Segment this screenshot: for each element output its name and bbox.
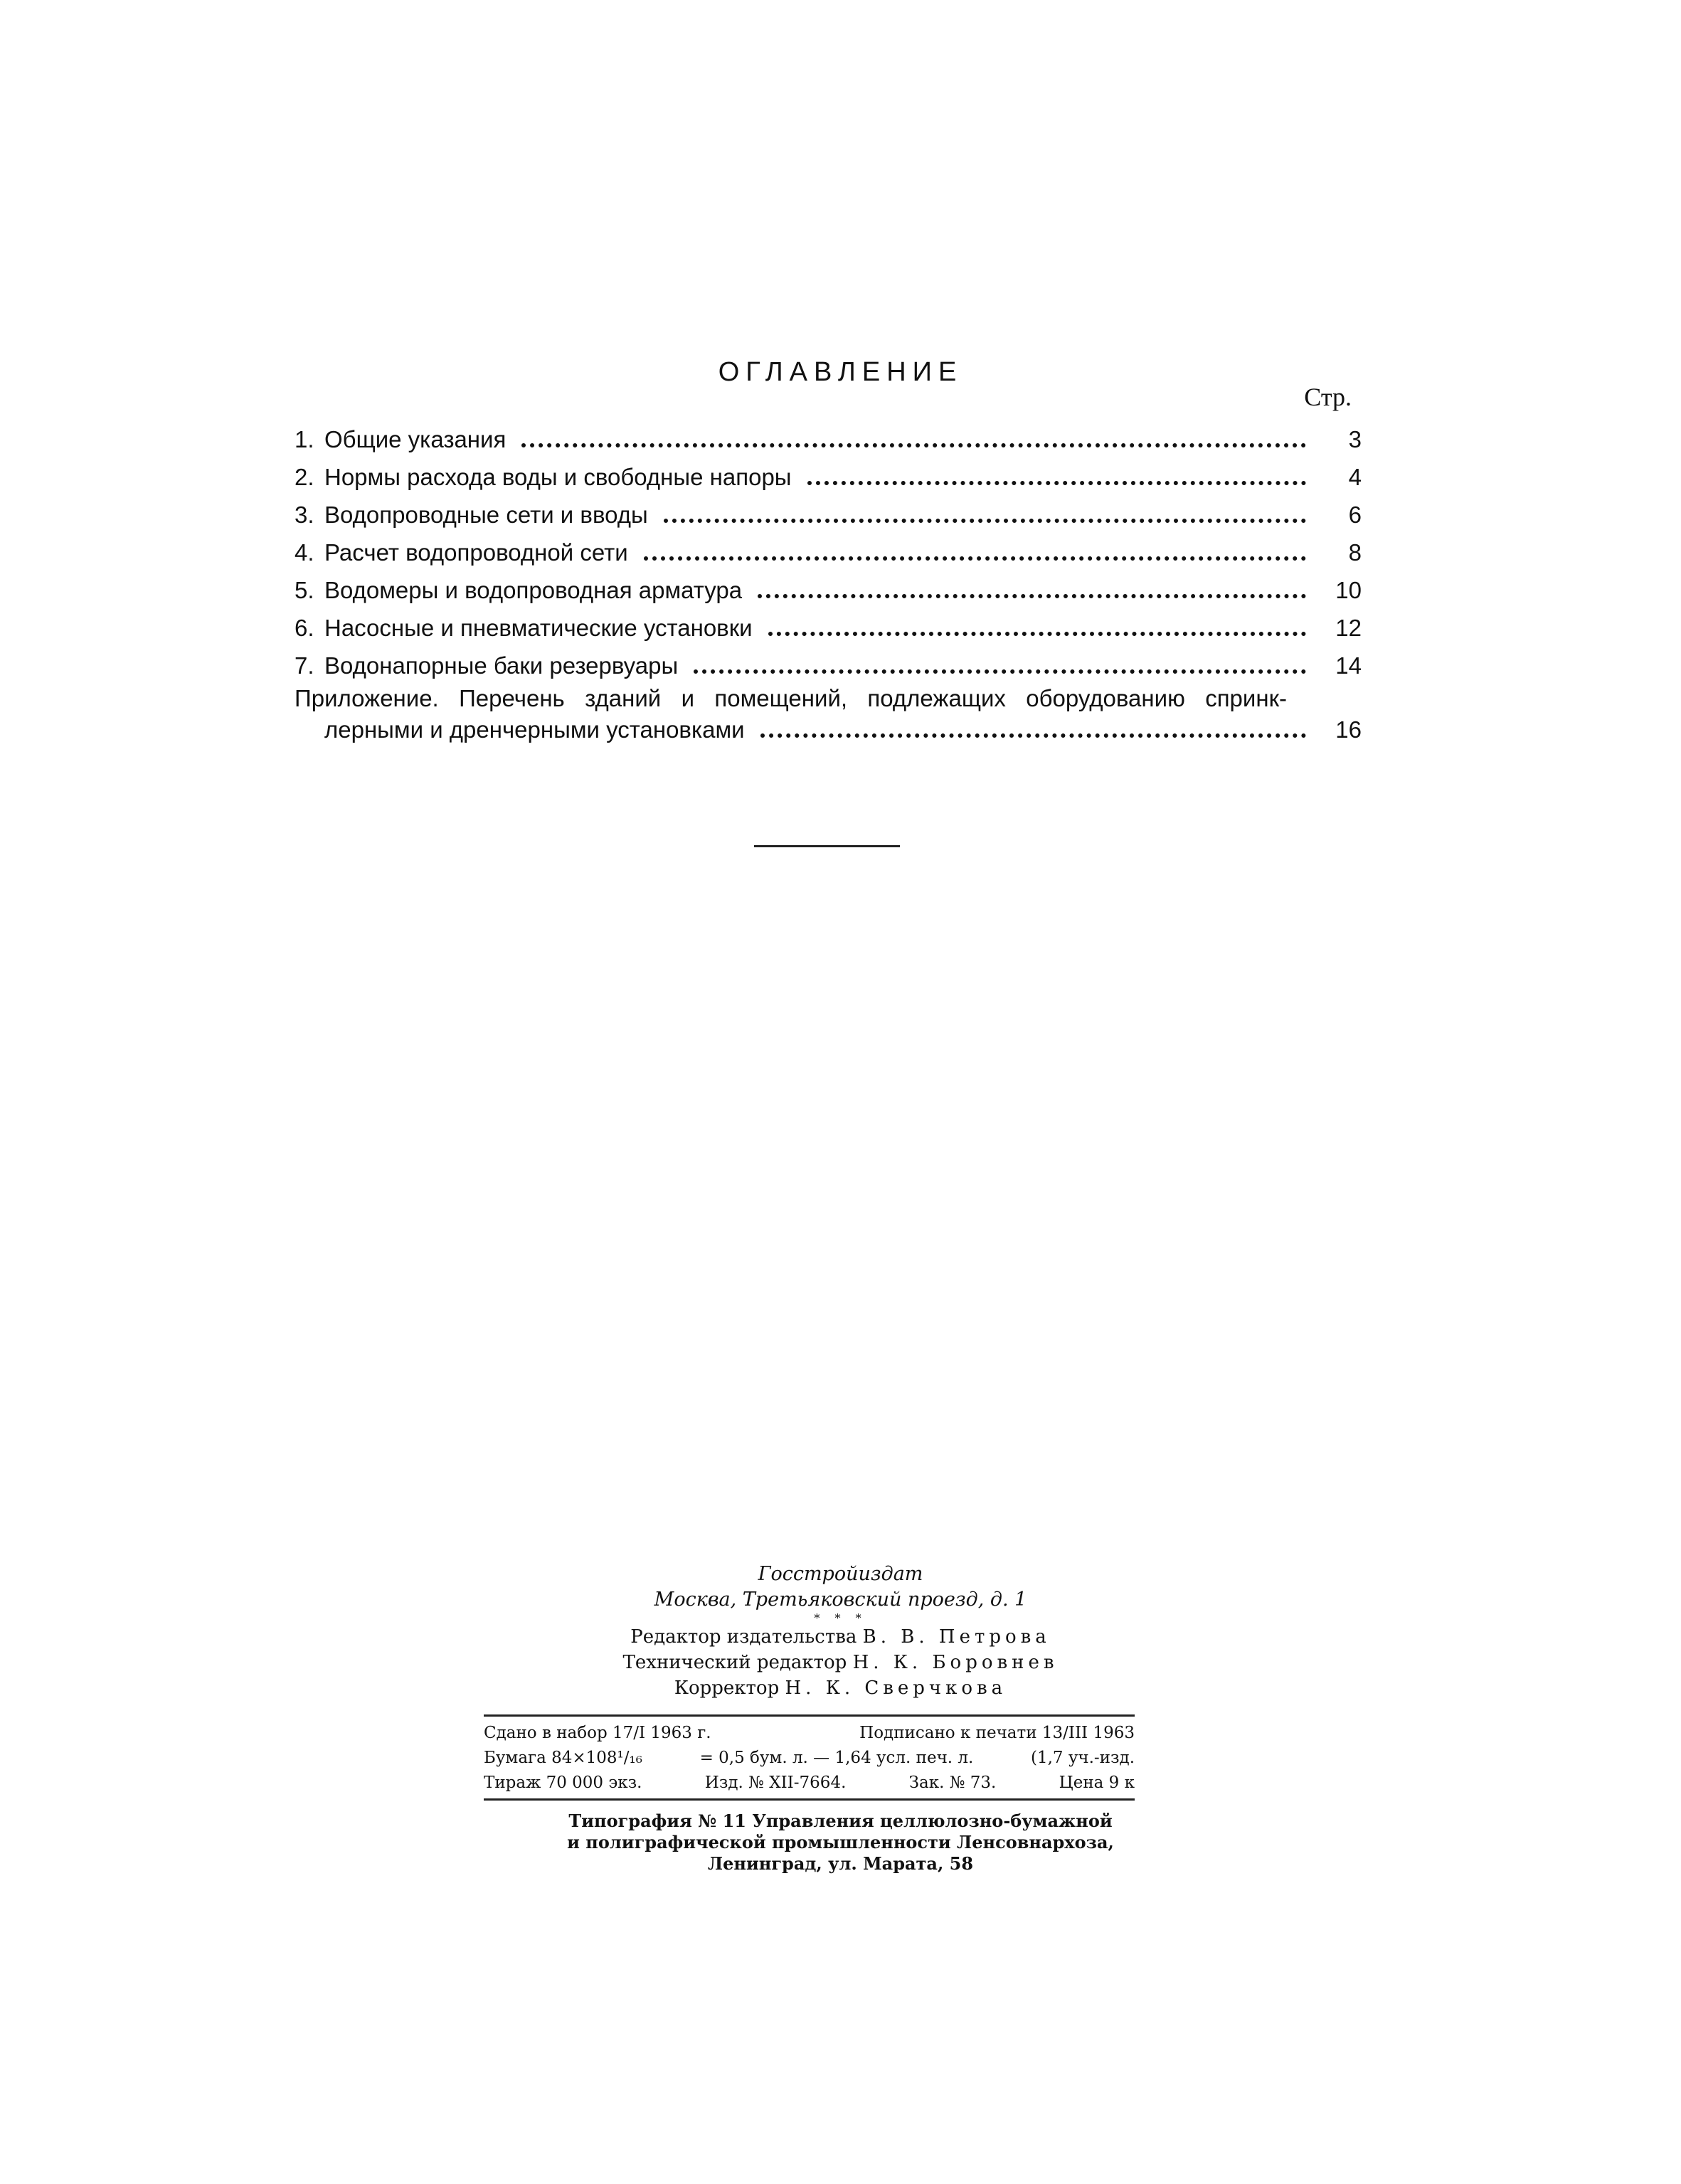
print-row [484,1746,1135,1771]
price: Цена 9 к [1059,1774,1135,1792]
toc-item-title: Водопроводные сети и вводы [324,502,648,528]
toc-item-page: 8 [1348,539,1362,566]
toc-dot-leader [807,481,1306,485]
toc-dot-leader [768,632,1306,636]
publisher-name: Госстройиздат [758,1563,923,1585]
toc-item-number: 4. [295,539,314,566]
edition-number: Изд. № XII-7664. [704,1774,847,1792]
order-number: Зак. № 73. [908,1774,997,1792]
publishing-sheets: (1,7 уч.-изд. [1030,1749,1135,1767]
paper-format: Бумага 84×108¹/₁₆ [484,1749,642,1767]
toc-item-number: 6. [295,615,314,641]
toc-item-title: Нормы расхода воды и свободные напоры [324,464,792,490]
toc-item[interactable] [295,492,1362,529]
toc-appendix-title-line1: Приложение. Перечень зданий и помещений, подлежащих оборудованию спринк- [295,685,1287,711]
staff-role: Корректор [674,1677,780,1699]
toc-page-column-header: Стр. [1304,383,1352,411]
typeset-date: Сдано в набор 17/I 1963 г. [484,1724,711,1742]
toc-item-page: 3 [1348,426,1362,452]
toc-item-title: Расчет водопроводной сети [324,539,628,566]
toc-item-number: 1. [295,426,314,452]
toc-item-title: Насосные и пневматические установки [324,615,753,641]
toc-item-page: 12 [1335,615,1362,641]
toc-item-number: 3. [295,502,314,528]
toc-item-page: 4 [1348,464,1362,490]
toc-dot-leader [694,669,1306,674]
toc-item[interactable] [295,529,1362,567]
toc-appendix-row [295,713,1362,744]
toc-dot-leader [644,556,1306,561]
print-run: Тираж 70 000 экз. [484,1774,642,1792]
toc-item[interactable] [295,567,1362,605]
toc-item-page: 6 [1348,502,1362,528]
toc-item-title: Водомеры и водопроводная арматура [324,577,743,603]
printing-house-line: и полиграфической промышленности Ленсовнархоза, [567,1832,1114,1852]
toc-item-page: 10 [1335,577,1362,603]
toc-item-title: Общие указания [324,426,507,452]
staff-role: Технический редактор [622,1652,847,1673]
toc-item-title: Водонапорные баки резервуары [324,652,679,679]
toc-dot-leader [760,733,1306,738]
staff-line-tech-editor [0,1650,1681,1675]
staff-line-editor [0,1624,1681,1650]
toc-item[interactable] [295,642,1362,680]
toc-list [295,416,1362,744]
toc-item-number: 7. [295,652,314,679]
toc-item-number: 2. [295,464,314,490]
staff-name: В. В. Петрова [862,1626,1051,1648]
toc-appendix-page: 16 [1335,716,1362,743]
printing-house-line: Типография № 11 Управления целлюлозно-бумажной [568,1811,1113,1831]
staff-line-proofreader [0,1675,1681,1701]
toc-item-page: 14 [1335,652,1362,679]
printing-house-line: Ленинград, ул. Марата, 58 [707,1853,974,1874]
signed-to-print-date: Подписано к печати 13/III 1963 [859,1724,1135,1742]
print-row [484,1771,1135,1796]
toc-dot-leader [521,443,1306,447]
sheet-volume: = 0,5 бум. л. — 1,64 усл. печ. л. [699,1749,974,1767]
print-details [484,1714,1135,1801]
toc-title: ОГЛАВЛЕНИЕ [718,357,963,387]
staff-name: Н. К. Сверчкова [785,1677,1007,1699]
toc-appendix[interactable] [295,684,1362,744]
toc-item[interactable] [295,454,1362,492]
toc-appendix-title-line2: лерными и дренчерными установками [324,716,745,743]
toc-dot-leader [758,594,1306,598]
toc-dot-leader [664,519,1306,523]
toc-item-number: 5. [295,577,314,603]
section-divider [754,845,900,847]
toc-item[interactable] [295,416,1362,454]
imprint [0,1562,1681,1701]
print-row [484,1721,1135,1746]
toc-item[interactable] [295,605,1362,642]
staff-name: Н. К. Боровнев [852,1652,1059,1673]
staff-role: Редактор издательства [630,1626,857,1648]
printing-house [0,1811,1681,1875]
publisher-address: Москва, Третьяковский проезд, д. 1 [654,1589,1027,1611]
separator-stars: * * * [814,1611,867,1625]
